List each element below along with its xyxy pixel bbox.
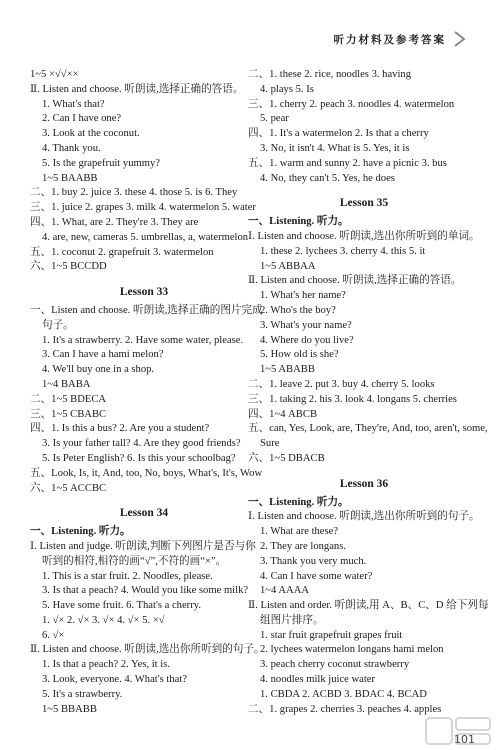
answer-line: 二、1. buy 2. juice 3. these 4. those 5. is 6. They — [30, 187, 238, 199]
answer-line: 二、1. these 2. rice, noodles 3. having — [248, 69, 411, 80]
answer-line: 4. We'll buy one in a shop. — [42, 364, 155, 376]
answer-line: 3. Can I have a hami melon? — [42, 349, 164, 361]
answer-line: 4. Thank you. — [42, 142, 101, 154]
answer-line: 1~5 ×√√×× — [30, 69, 79, 80]
answer-line: Ⅱ. Listen and order. 听朗读,用 A、B、C、D 给下列每 — [248, 600, 489, 612]
chevron-right-icon — [452, 30, 468, 48]
answer-line: 5. pear — [260, 113, 289, 125]
answer-line: 5. How old is she? — [260, 349, 339, 361]
answer-line: Ⅱ. Listen and choose. 听朗读,选出你所听到的句子。 — [30, 644, 265, 656]
lesson-title: Lesson 35 — [339, 197, 389, 210]
answer-line: 3. peach cherry coconut strawberry — [260, 659, 410, 671]
answer-line: 1~5 ABABB — [260, 364, 315, 376]
answer-line: 1~5 BAABB — [42, 172, 98, 184]
answer-line: 六、1~5 BCCDD — [30, 261, 107, 273]
answer-line: Ⅰ. Listen and choose. 听朗读,选出你所听到的句子。 — [248, 511, 480, 523]
answer-line: 5. Is Peter English? 6. Is this your schoolbag? — [42, 452, 236, 464]
answer-line: 1. √× 2. √× 3. √× 4. √× 5. ×√ — [42, 614, 165, 626]
answer-line: 4. No, they can't 5. Yes, he does — [260, 172, 395, 184]
answer-line: 六、1~5 ACCBC — [30, 482, 107, 494]
answer-line: Ⅱ. Listen and choose. 听朗读,选择正确的答语。 — [248, 275, 462, 287]
answer-line: 四、1. Is this a bus? 2. Are you a student? — [30, 423, 210, 435]
answer-line: 1. What's her name? — [260, 290, 346, 302]
answer-line: 1~5 ABBAA — [260, 260, 316, 272]
lesson-title: Lesson 36 — [339, 477, 389, 490]
left-column — [30, 68, 265, 717]
answer-line: 五、1. coconut 2. grapefruit 3. watermelon — [30, 246, 214, 258]
answer-line: 一、Listening. 听力。 — [30, 526, 131, 538]
answer-line: 一、Listening. 听力。 — [248, 216, 349, 228]
answer-line: Ⅰ. Listen and judge. 听朗读,判断下列图片是否与你 — [30, 540, 256, 552]
answer-line: 1. What are these? — [260, 526, 339, 538]
answer-line: Ⅱ. Listen and choose. 听朗读,选择正确的答语。 — [30, 83, 244, 95]
answer-line: 1. these 2. lychees 3. cherry 4. this 5. it — [260, 245, 426, 257]
answer-line: 二、1. grapes 2. cherries 3. peaches 4. apples — [248, 703, 442, 715]
answer-line: 6. √× — [42, 629, 65, 641]
answer-line: 1. star fruit grapefruit grapes fruit — [260, 629, 403, 641]
answer-line: 1~4 AAAA — [260, 585, 309, 597]
answer-line: 3. Look, everyone. 4. What's that? — [42, 674, 187, 686]
answer-line: 五、Look, Is, it, And, too, No, boys, What's, It's, Wow — [30, 467, 263, 479]
answer-line: 4. Where do you live? — [260, 334, 354, 346]
page-number: 101 — [454, 733, 475, 746]
answer-line: 2. Can I have one? — [42, 113, 122, 125]
answer-line: 句子。 — [42, 319, 74, 331]
answer-line: 1. It's a strawberry. 2. Have some water, please. — [42, 334, 244, 346]
answer-line: Ⅰ. Listen and choose. 听朗读,选出你所听到的单词。 — [248, 230, 480, 242]
header-title: 听力材料及参考答案 — [333, 33, 446, 46]
watermark-logo — [424, 714, 494, 748]
answer-line: 4. plays 5. Is — [260, 83, 314, 95]
answer-line: 三、1. juice 2. grapes 3. milk 4. watermelon 5. water — [30, 202, 256, 214]
answer-line: 1. What's that? — [42, 98, 105, 110]
answer-line: 1. CBDA 2. ACBD 3. BDAC 4. BCAD — [260, 688, 427, 700]
answer-line: 5. Have some fruit. 6. That's a cherry. — [42, 600, 201, 612]
answer-line: 2. lychees watermelon longans hami melon — [260, 644, 444, 656]
answer-line: 4. noodles milk juice water — [260, 674, 376, 686]
page-header — [334, 30, 469, 48]
answer-line: 二、1. leave 2. put 3. buy 4. cherry 5. looks — [248, 378, 435, 390]
answer-line: 3. Thank you very much. — [260, 555, 367, 567]
answer-line: 二、1~5 BDECA — [30, 393, 107, 405]
answer-line: 四、1. It's a watermelon 2. Is that a cherry — [248, 128, 429, 140]
answer-line: 组图片排序。 — [260, 614, 324, 626]
answer-line: 3. What's your name? — [260, 319, 352, 331]
lesson-title: Lesson 33 — [119, 286, 169, 299]
answer-line: 5. It's a strawberry. — [42, 688, 123, 700]
answer-line: 四、1. What, are 2. They're 3. They are — [30, 216, 199, 228]
answer-line: 六、1~5 DBACB — [248, 452, 325, 464]
answer-line: 三、1. cherry 2. peach 3. noodles 4. watermelon — [248, 98, 455, 110]
answer-line: 4. Can I have some water? — [260, 570, 373, 582]
answer-line: 听到的相符,相符的画“√”,不符的画“×”。 — [42, 555, 227, 567]
lesson-title: Lesson 34 — [119, 507, 169, 520]
answer-line: Sure — [260, 438, 280, 450]
answer-line: 五、1. warm and sunny 2. have a picnic 3. bus — [248, 157, 447, 169]
answer-line: 五、can, Yes, Look, are, They're, And, too, aren't, some, — [248, 423, 488, 435]
answer-line: 1. Is that a peach? 2. Yes, it is. — [42, 659, 170, 671]
answer-line: 3. No, it isn't 4. What is 5. Yes, it is — [260, 142, 410, 154]
right-column — [248, 68, 489, 717]
answer-line: 1~4 BABA — [42, 378, 91, 390]
answer-line: 3. Is your father tall? 4. Are they good friends? — [42, 438, 241, 450]
answer-line: 3. Is that a peach? 4. Would you like some milk? — [42, 585, 249, 597]
answer-line: 一、Listening. 听力。 — [248, 496, 349, 508]
answer-line: 一、Listen and choose. 听朗读,选择正确的图片完成 — [30, 304, 263, 316]
answer-line: 三、1~5 CBABC — [30, 408, 107, 420]
answer-line: 1. This is a star fruit. 2. Noodles, please. — [42, 570, 213, 582]
answer-line: 4. are, new, cameras 5. umbrellas, a, watermelon — [42, 231, 249, 243]
answer-line: 三、1. taking 2. his 3. look 4. longans 5. cherries — [248, 393, 457, 405]
answer-line: 3. Look at the coconut. — [42, 128, 140, 140]
answer-line: 2. They are longans. — [260, 540, 347, 552]
answer-line: 四、1~4 ABCB — [248, 408, 318, 420]
answer-line: 2. Who's the boy? — [260, 304, 336, 316]
answer-line: 5. Is the grapefruit yummy? — [42, 157, 160, 169]
answer-line: 1~5 BBABB — [42, 703, 97, 715]
